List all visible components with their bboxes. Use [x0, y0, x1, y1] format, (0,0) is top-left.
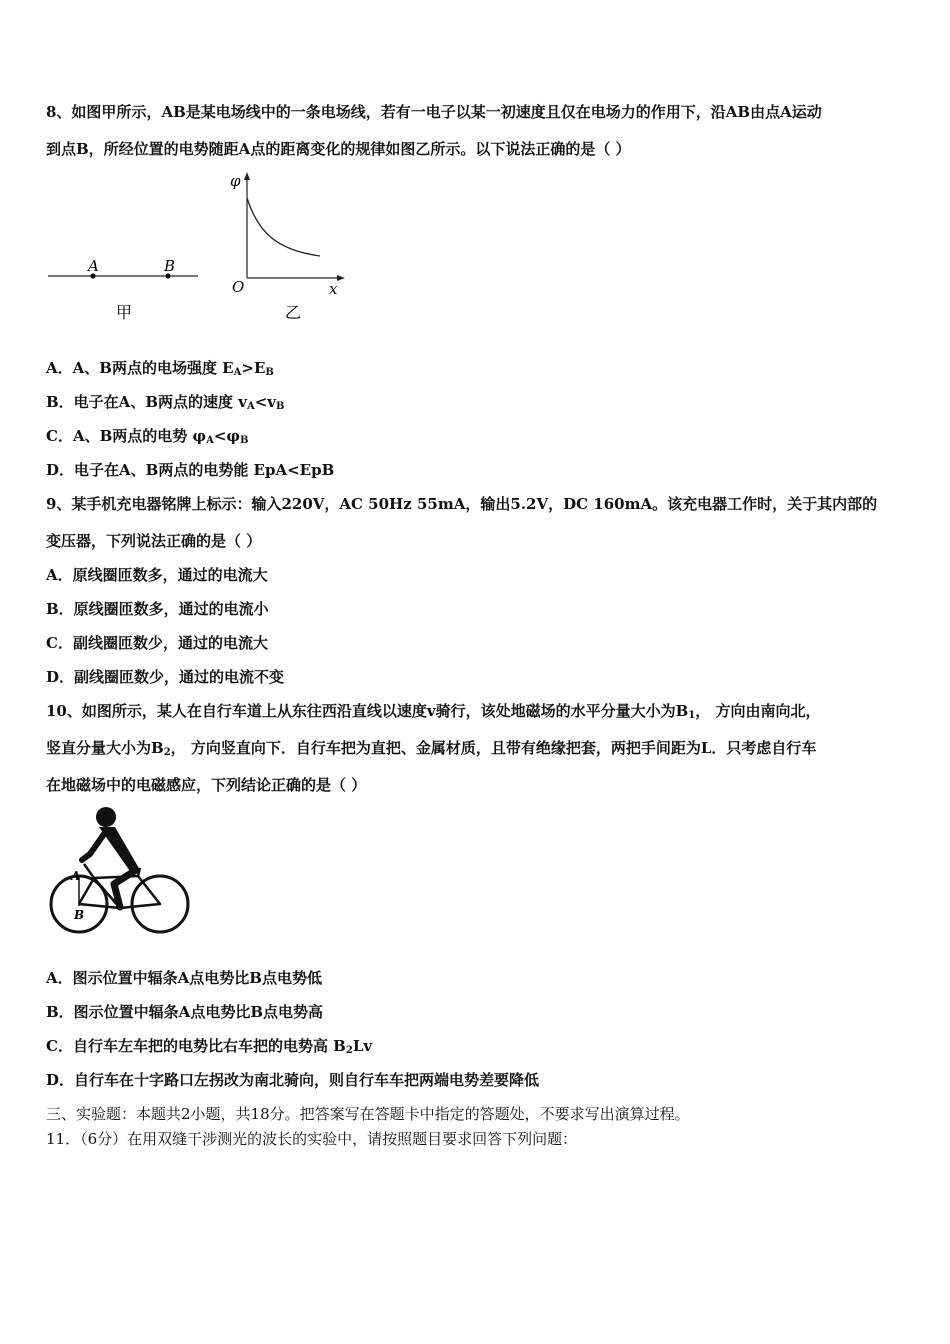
q10-option-c-sub: 2 — [345, 1045, 353, 1056]
q9-stem-line1: 9、某手机充电器铭牌上标示：输入220V，AC 50Hz 55mA，输出5.2V，DC 160mA。该充电器工作时，关于其内部的 — [46, 495, 878, 513]
q8-option-a[interactable] — [46, 358, 274, 383]
q8-option-b-text: B．电子在A、B两点的速度 v — [46, 393, 247, 411]
q8-option-c-sub2: B — [239, 435, 249, 446]
q10-line2-text: 竖直分量大小为B — [46, 739, 164, 757]
x-axis-label: x — [329, 280, 338, 298]
q8-option-a-sub2: B — [265, 367, 274, 378]
q10-option-c[interactable] — [46, 1036, 372, 1061]
q8-option-a-mid: >E — [241, 359, 266, 377]
q8-stem-line1: 8、如图甲所示，AB是某电场线中的一条电场线，若有一电子以某一初速度且仅在电场力的作用下，沿AB由点A运动 — [46, 103, 822, 121]
figure-jia-caption: 甲 — [116, 303, 133, 322]
q8-figure-jia — [44, 255, 204, 325]
q11-stem: 11．（6分）在用双缝干涉测光的波长的实验中，请按照题目要求回答下列问题： — [46, 1130, 578, 1148]
q8-option-a-sub1: A — [233, 367, 242, 378]
q8-option-b[interactable] — [46, 392, 284, 417]
q10-option-b[interactable]: B．图示位置中辐条A点电势比B点电势高 — [46, 1003, 323, 1021]
q10-option-a[interactable]: A．图示位置中辐条A点电势比B点电势低 — [46, 969, 322, 987]
q10-option-d[interactable]: D．自行车在十字路口左拐改为南北骑向，则自行车车把两端电势差要降低 — [46, 1071, 540, 1089]
q9-option-d[interactable]: D．副线圈匝数少，通过的电流不变 — [46, 668, 285, 686]
q10-option-c-text: C．自行车左车把的电势比右车把的电势高 B — [46, 1037, 346, 1055]
potential-curve — [247, 198, 320, 256]
q8-option-c[interactable] — [46, 426, 248, 451]
q10-line2-suffix: ， 方向竖直向下．自行车把为直把、金属材质，且带有绝缘把套，两把手间距为L．只考虑自行车 — [170, 739, 817, 757]
section3-heading: 三、实验题：本题共2小题，共18分。把答案写在答题卡中指定的答题处，不要求写出演算过程。 — [46, 1105, 690, 1123]
spoke-point-b-label: B — [74, 908, 85, 922]
y-axis-label: φ — [230, 172, 241, 190]
rider-head — [96, 807, 116, 827]
figure-yi-caption: 乙 — [285, 303, 302, 322]
q8-option-d[interactable]: D．电子在A、B两点的电势能 EpA<EpB — [46, 461, 335, 479]
q8-option-b-sub1: A — [246, 401, 255, 412]
point-a-label: A — [88, 257, 99, 275]
q10-line1-sub: 1 — [688, 710, 696, 721]
q8-option-a-text: A．A、B两点的电场强度 E — [46, 359, 234, 377]
q10-line2-sub: 2 — [163, 747, 171, 758]
y-axis-arrow — [244, 172, 250, 180]
point-b-label: B — [164, 257, 176, 275]
q9-stem-line2: 变压器，下列说法正确的是（ ） — [46, 532, 262, 550]
rider-arm — [82, 834, 104, 860]
q10-stem-line3: 在地磁场中的电磁感应，下列结论正确的是（ ） — [46, 776, 367, 794]
q8-option-c-text: C．A、B两点的电势 φ — [46, 427, 207, 445]
q8-option-b-mid: <v — [254, 393, 276, 411]
q8-figure-yi — [226, 170, 356, 325]
q10-option-c-suffix: Lv — [352, 1037, 373, 1055]
q10-bicycle-figure — [44, 804, 194, 936]
origin-label: O — [232, 278, 245, 296]
q8-option-b-sub2: B — [276, 401, 285, 412]
q9-option-c[interactable]: C．副线圈匝数少，通过的电流大 — [46, 634, 268, 652]
q10-line1-text: 10、如图所示，某人在自行车道上从东往西沿直线以速度v骑行，该处地磁场的水平分量大小为B — [46, 702, 689, 720]
q10-line1-suffix: ， 方向由南向北， — [695, 702, 821, 720]
q10-stem-line1 — [46, 701, 820, 726]
spoke-point-a-label: A — [71, 869, 81, 883]
q8-stem-line2: 到点B，所经位置的电势随距A点的距离变化的规律如图乙所示。以下说法正确的是（ ） — [46, 140, 631, 158]
q8-option-c-mid: <φ — [213, 427, 240, 445]
q9-option-b[interactable]: B．原线圈匝数多，通过的电流小 — [46, 600, 269, 618]
q8-option-c-sub1: A — [206, 435, 214, 446]
q9-option-a[interactable]: A．原线圈匝数多，通过的电流大 — [46, 566, 268, 584]
x-axis-arrow — [337, 275, 345, 281]
q10-stem-line2 — [46, 738, 816, 763]
